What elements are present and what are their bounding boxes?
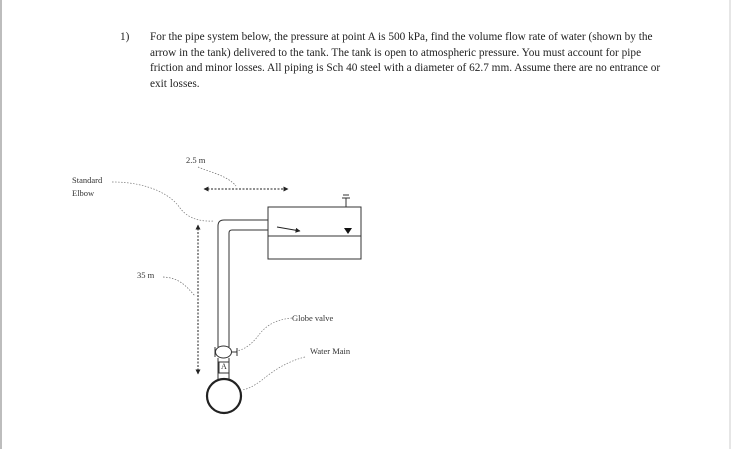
vertical-dimension-leader — [163, 277, 195, 296]
question-number: 1) — [120, 31, 130, 43]
flow-arrow — [277, 227, 300, 231]
globe-valve-label: Globe valve — [292, 313, 334, 323]
globe-valve — [215, 346, 237, 358]
globe-valve-leader — [236, 318, 292, 351]
elbow-leader — [112, 182, 214, 221]
vertical-length-label: 35 m — [137, 270, 155, 280]
water-main-label: Water Main — [310, 346, 351, 356]
water-main-leader — [242, 357, 305, 390]
horizontal-dimension-leader — [198, 167, 236, 186]
elbow-label-line1: Standard — [72, 175, 103, 185]
question-text: For the pipe system below, the pressure at point A is 500 kPa, find the volume flow rate of water (shown by the arrow in the tank) delivered to the tank. The tank is open to atmospheric pressure. You must account for pipe friction and minor losses. All piping is Sch 40 steel with a diameter of 62.7 mm. Assume there are no entrance or exit losses. — [150, 31, 661, 90]
point-a-label: A — [221, 362, 227, 371]
elbow-label-line2: Elbow — [72, 188, 95, 198]
water-main — [207, 379, 241, 413]
horizontal-length-label: 2.5 m — [186, 155, 206, 165]
free-surface-marker — [344, 228, 352, 234]
pipe — [218, 220, 268, 379]
tank — [268, 195, 361, 259]
